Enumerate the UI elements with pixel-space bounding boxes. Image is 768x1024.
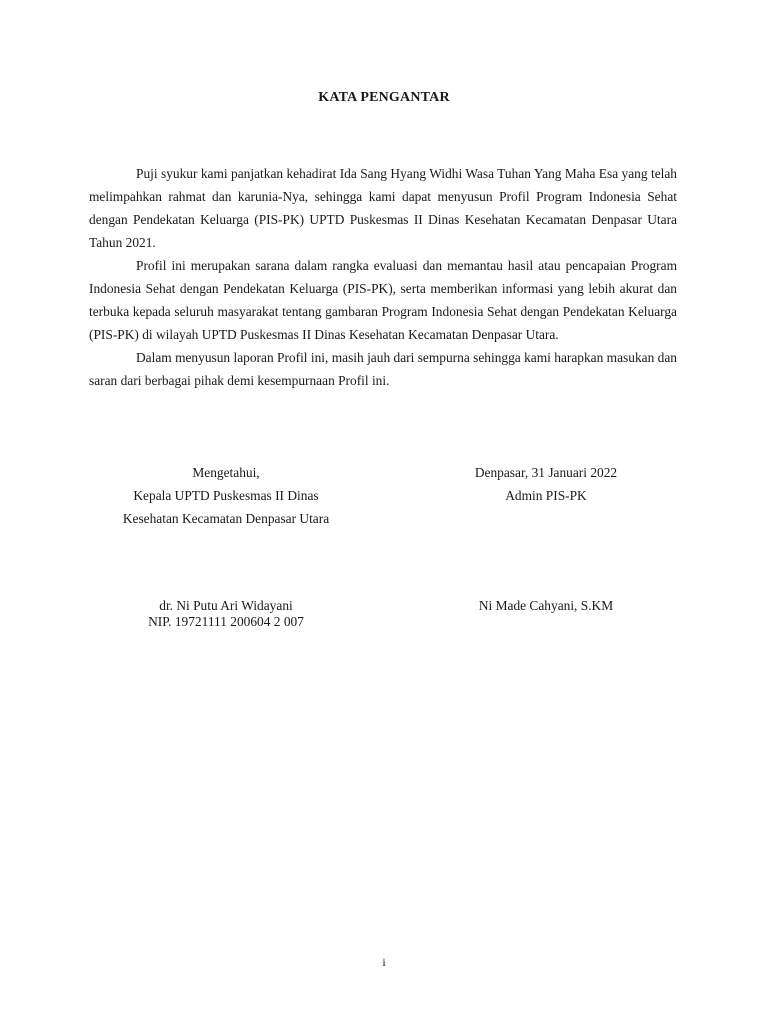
place-date: Denpasar, 31 Januari 2022	[474, 465, 618, 480]
paragraph-1: Puji syukur kami panjatkan kehadirat Ida Sang Hyang Widhi Wasa Tuhan Yang Maha Esa yang telah melimpahkan rahmat dan karunia-Nya, sehingga kami dapat menyusun Profil Program Indonesia Sehat dengan Pendekatan Keluarga (PIS-PK) UPTD Puskesmas II Dinas Kesehatan Kecamatan Denpasar Utara Tahun 2021.	[89, 166, 677, 250]
signature-block-right	[430, 461, 662, 507]
paragraph-3: Dalam menyusun laporan Profil ini, masih jauh dari sempurna sehingga kami harapkan masukan dan saran dari berbagai pihak demi kesempurnaan Profil ini.	[89, 350, 677, 388]
signer-left	[80, 598, 372, 630]
signer-left-position-line-2: Kesehatan Kecamatan Denpasar Utara	[122, 511, 330, 526]
signer-right-name: Ni Made Cahyani, S.KM	[478, 598, 614, 613]
paragraph-2: Profil ini merupakan sarana dalam rangka evaluasi dan memantau hasil atau pencapaian Program Indonesia Sehat dengan Pendekatan Keluarga (PIS-PK), serta memberikan informasi yang lebih akurat dan terbuka kepada seluruh masyarakat tentang gambaran Program Indonesia Sehat dengan Pendekatan Keluarga (PIS-PK) di wilayah UPTD Puskesmas II Dinas Kesehatan Kecamatan Denpasar Utara.	[89, 258, 677, 342]
body-text	[89, 162, 677, 392]
signer-right	[430, 598, 662, 614]
page-number: i	[382, 955, 386, 969]
signature-block-left	[80, 461, 372, 530]
signer-left-position-line-1: Kepala UPTD Puskesmas II Dinas	[133, 488, 319, 503]
signer-right-position: Admin PIS-PK	[505, 488, 587, 503]
signer-left-name: dr. Ni Putu Ari Widayani	[159, 598, 293, 613]
page-title: KATA PENGANTAR	[318, 90, 450, 105]
acknowledged-label: Mengetahui,	[192, 465, 260, 480]
signer-left-nip: NIP. 19721111 200604 2 007	[148, 614, 304, 629]
